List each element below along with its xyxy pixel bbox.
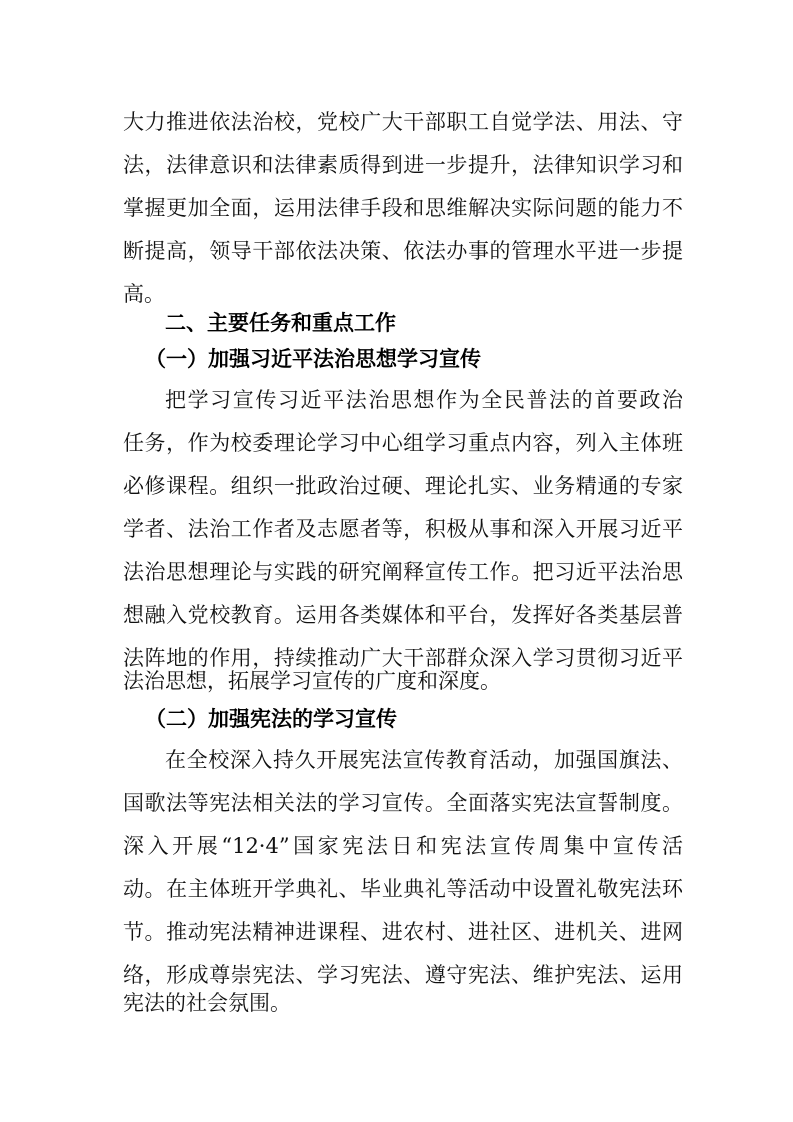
paragraph-line: 法阵地的作用，持续推动广大干部群众深入学习贯彻习近平 [123, 646, 683, 670]
section-heading: 二、主要任务和重点工作 [165, 311, 396, 335]
paragraph-line: 动。在主体班开学典礼、毕业典礼等活动中设置礼敬宪法环 [123, 877, 683, 901]
intro-line: 法，法律意识和法律素质得到进一步提升，法律知识学习和 [123, 153, 683, 177]
paragraph-line: 想融入党校教育。运用各类媒体和平台，发挥好各类基层普 [123, 603, 683, 627]
paragraph-line: 法治思想理论与实践的研究阐释宣传工作。把习近平法治思 [123, 560, 683, 584]
paragraph-line: 任务，作为校委理论学习中心组学习重点内容，列入主体班 [123, 431, 683, 455]
paragraph-line: 宪法的社会氛围。 [123, 991, 291, 1015]
intro-line: 断提高，领导干部依法决策、依法办事的管理水平进一步提 [123, 239, 683, 263]
intro-line: 高。 [123, 282, 165, 306]
subsection-title: （一）加强习近平法治思想学习宣传 [145, 346, 481, 371]
paragraph-line: 深入开展“12·4”国家宪法日和宪法宣传周集中宣传活 [123, 834, 683, 858]
paragraph-line: 学者、法治工作者及志愿者等，积极从事和深入开展习近平 [123, 517, 683, 541]
paragraph-line: 法治思想，拓展学习宣传的广度和深度。 [123, 669, 501, 693]
paragraph-line: 必修课程。组织一批政治过硬、理论扎实、业务精通的专家 [123, 474, 683, 498]
paragraph-line: 络，形成尊崇宪法、学习宪法、遵守宪法、维护宪法、运用 [123, 963, 683, 987]
paragraph-line: 节。推动宪法精神进课程、进农村、进社区、进机关、进网 [123, 920, 683, 944]
paragraph-line: 在全校深入持久开展宪法宣传教育活动，加强国旗法、 [165, 748, 683, 772]
paragraph-line: 国歌法等宪法相关法的学习宣传。全面落实宪法宣誓制度。 [123, 791, 683, 815]
intro-line: 掌握更加全面，运用法律手段和思维解决实际问题的能力不 [123, 196, 683, 220]
intro-line: 大力推进依法治校，党校广大干部职工自觉学法、用法、守 [123, 110, 683, 134]
subsection-title: （二）加强宪法的学习宣传 [145, 706, 397, 731]
paragraph-line: 把学习宣传习近平法治思想作为全民普法的首要政治 [165, 388, 683, 412]
